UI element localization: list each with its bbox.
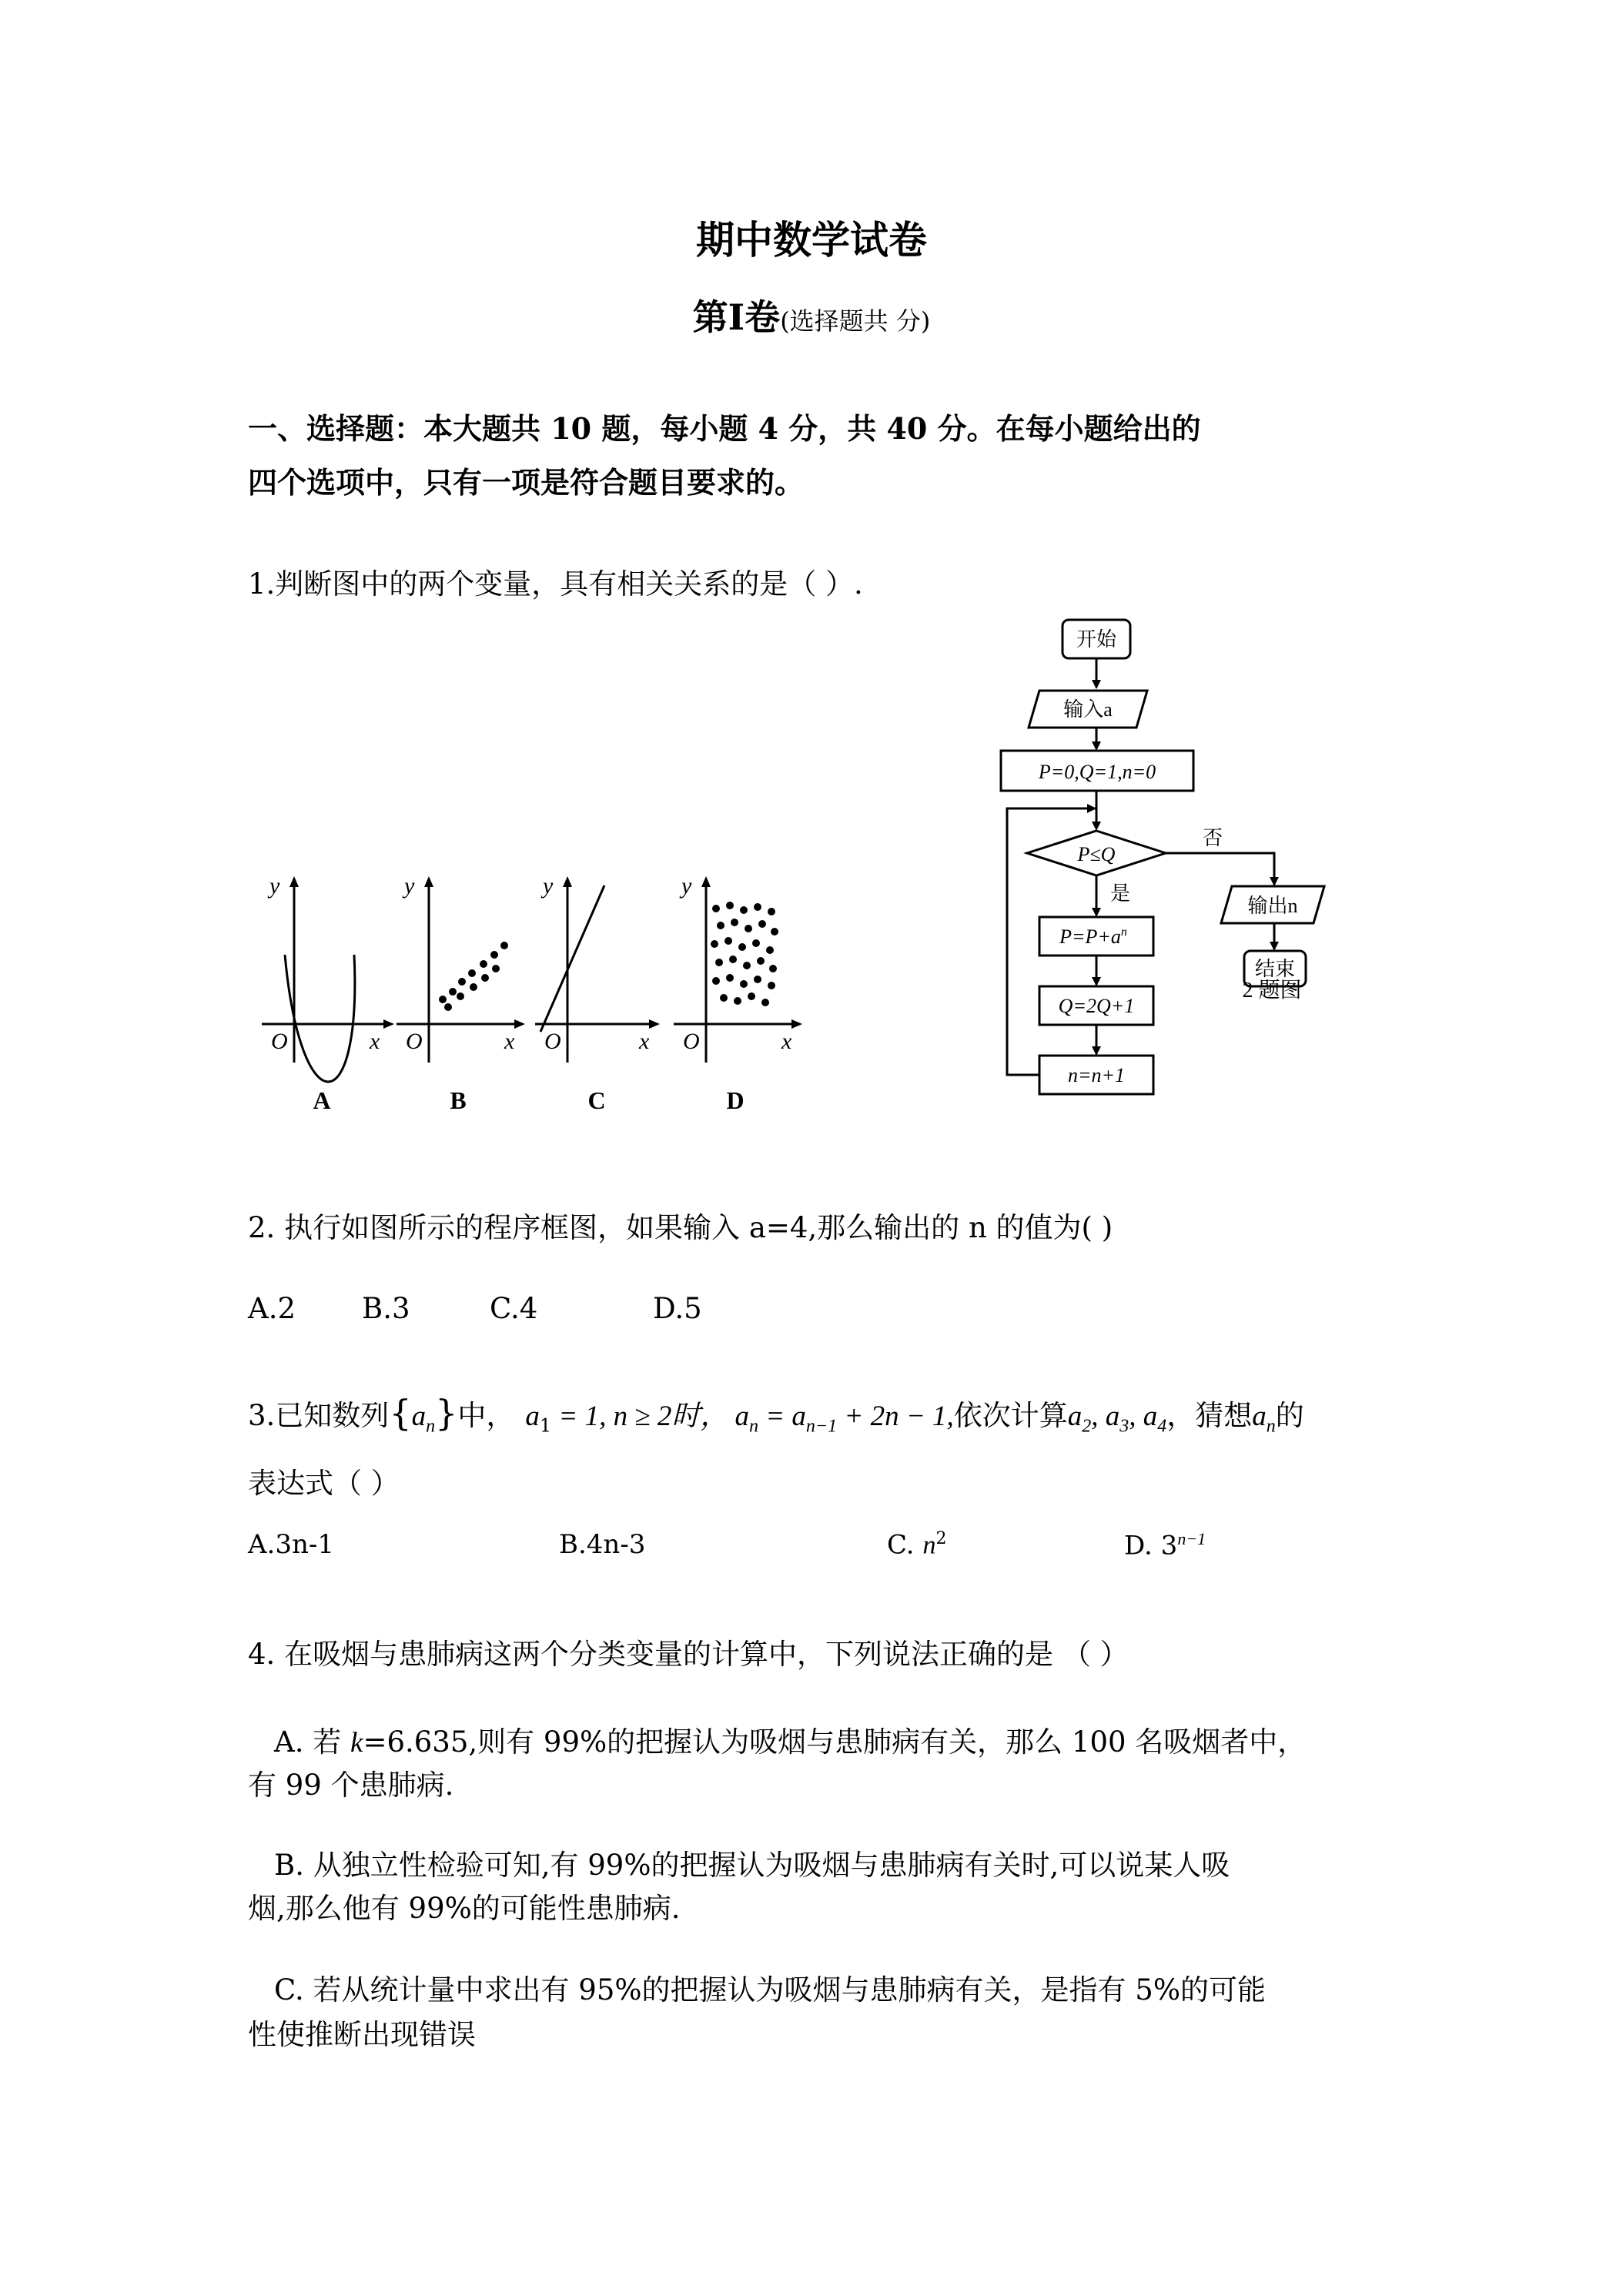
q3-mid: 中， — [457, 1399, 515, 1432]
flow-init-label: P=0,Q=1,n=0 — [1038, 761, 1156, 783]
q3-guess-sub: n — [1266, 1416, 1276, 1437]
flow-step2-label: Q=2Q+1 — [1058, 995, 1135, 1017]
q3-guess-a: a — [1252, 1401, 1267, 1432]
graph-a-origin-label: O — [271, 1029, 288, 1054]
q3-option-c — [887, 1529, 946, 1560]
question-1-text: 1.判断图中的两个变量，具有相关关系的是（ ）. — [248, 567, 863, 601]
graph-d-y-label: y — [681, 873, 692, 899]
q3-option-c-label: C. — [887, 1529, 915, 1561]
q2-option-d: D.5 — [653, 1292, 702, 1325]
flow-step3-label: n=n+1 — [1067, 1064, 1126, 1086]
q3-option-c-sup: 2 — [935, 1529, 947, 1548]
q3-prefix: 3.已知数列 — [248, 1399, 390, 1432]
q3-brace-open: { — [389, 1392, 412, 1434]
q3-option-b: B.4n-3 — [559, 1529, 646, 1560]
graph-label-d: D — [726, 1086, 745, 1114]
graph-d-origin-label: O — [683, 1029, 700, 1054]
question-3-line1 — [248, 1392, 1304, 1437]
q3-an1-sub: n−1 — [805, 1416, 838, 1437]
page-title: 期中数学试卷 — [696, 217, 927, 263]
q4-a-pre: A. 若 — [274, 1725, 351, 1759]
question-4-text: 4. 在吸烟与患肺病这两个分类变量的计算中，下列说法正确的是 （ ） — [248, 1638, 1129, 1671]
q3-seq-sub: n — [426, 1416, 436, 1437]
flow-caption: 2 题图 — [1242, 979, 1302, 1002]
question-2-text: 2. 执行如图所示的程序框图，如果输入 a=4,那么输出的 n 的值为( ) — [248, 1211, 1113, 1244]
q4-option-c-line2: 性使推断出现错误 — [248, 2018, 476, 2051]
q4-a-post: =6.635,则有 99%的把握认为吸烟与患肺病有关，那么 100 名吸烟者中， — [363, 1725, 1307, 1759]
flow-end-label: 结束 — [1254, 958, 1296, 980]
q3-eq: = a — [758, 1401, 806, 1432]
q3-option-d-base: 3 — [1160, 1530, 1178, 1561]
q2-option-c: C.4 — [490, 1292, 538, 1325]
graph-a-x-label: x — [370, 1029, 380, 1054]
q3-end: 的 — [1275, 1399, 1304, 1432]
flow-input-label: 输入a — [1063, 698, 1113, 721]
subtitle-note: (选择题共 分) — [780, 306, 931, 336]
q3-option-d-sup: n−1 — [1177, 1529, 1206, 1548]
q3-guess: ，猜想 — [1166, 1399, 1253, 1432]
q3-an-sub: n — [748, 1416, 758, 1437]
graph-c-x-label: x — [639, 1029, 650, 1054]
graph-b-y-label: y — [404, 873, 415, 899]
q3-option-c-base: n — [922, 1531, 936, 1560]
q4-option-c-line1: C. 若从统计量中求出有 95%的把握认为吸烟与患肺病有关，是指有 5%的可能 — [274, 1973, 1266, 2006]
graph-b-x-label: x — [504, 1029, 515, 1054]
q4-option-a-line1 — [274, 1719, 1306, 1760]
graph-d-x-label: x — [781, 1029, 792, 1054]
q3-list: $a_2$, $a_3$, $a_4$ — [1067, 1401, 1167, 1437]
flow-step1-label — [1059, 925, 1127, 948]
flow-step1-sup: n — [1120, 925, 1127, 939]
q3-option-d — [1124, 1529, 1206, 1561]
q4-option-a-line2: 有 99 个患肺病. — [248, 1769, 454, 1802]
q3-a1-sub: 1 — [539, 1414, 552, 1437]
q3-a1: a — [525, 1401, 540, 1432]
flow-no-label: 否 — [1202, 827, 1223, 849]
graph-label-b: B — [450, 1086, 467, 1114]
q3-option-d-label: D. — [1124, 1530, 1153, 1561]
flow-yes-label: 是 — [1109, 882, 1131, 905]
q2-option-a: A.2 — [248, 1292, 296, 1325]
section-instructions-line1: 一、选择题：本大题共 10 题，每小题 4 分，共 40 分。在每小题给出的 — [248, 411, 1201, 446]
q4-option-b-line2: 烟,那么他有 99%的可能性患肺病. — [248, 1892, 681, 1925]
graph-label-c: C — [587, 1086, 606, 1114]
q3-option-a: A.3n-1 — [248, 1529, 335, 1560]
section-instructions-line2: 四个选项中，只有一项是符合题目要求的。 — [248, 465, 805, 500]
q3-an: a — [735, 1401, 749, 1432]
flow-output-label: 输出n — [1247, 895, 1298, 917]
graph-a-y-label: y — [269, 873, 280, 899]
graph-label-a: A — [313, 1086, 331, 1114]
q4-a-k: k — [350, 1727, 363, 1759]
flow-start-label: 开始 — [1076, 628, 1117, 651]
flow-step1-text: P=P+a — [1059, 925, 1121, 948]
q4-option-b-line1: B. 从独立性检验可知,有 99%的把握认为吸烟与患肺病有关时,可以说某人吸 — [274, 1849, 1230, 1882]
q3-calc: 依次计算 — [953, 1399, 1068, 1432]
q3-rest: + 2n − 1, — [837, 1401, 954, 1432]
q3-a1-rest: = 1, n ≥ 2时， — [551, 1401, 729, 1432]
q3-brace-close: } — [435, 1392, 458, 1434]
q1-graphs — [254, 870, 808, 1116]
section-subtitle — [0, 290, 1623, 340]
graph-b-origin-label: O — [406, 1029, 423, 1054]
graph-c-origin-label: O — [544, 1029, 561, 1054]
flowchart-diagram — [986, 612, 1355, 1113]
q2-option-b: B.3 — [362, 1292, 410, 1325]
graph-c-y-label: y — [543, 873, 554, 899]
subtitle-main: 第Ⅰ卷 — [692, 296, 781, 338]
flow-condition-label: P≤Q — [1077, 843, 1116, 865]
question-3-line2: 表达式（ ） — [248, 1467, 400, 1500]
q3-seq-a: a — [411, 1401, 427, 1432]
